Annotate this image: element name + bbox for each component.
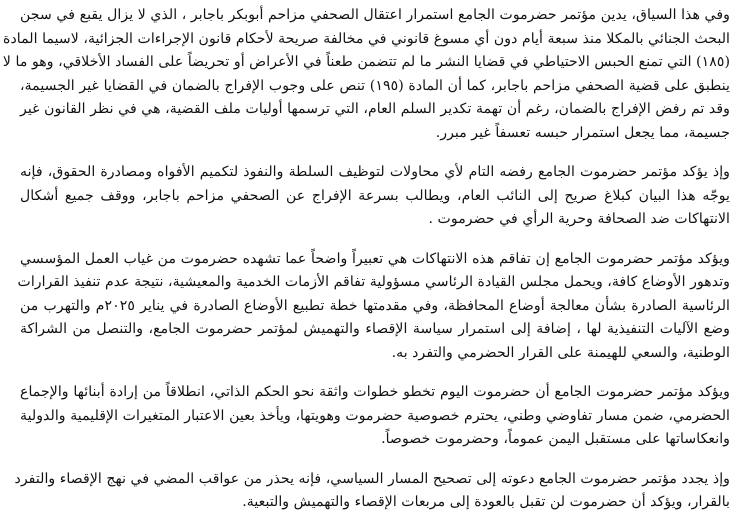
text-line: ينطبق على قضية الصحفي مزاحم باجابر، كما أن المادة (١٩٥) تنص على وجوب الإفراج بالضمان في القضايا غير الجسيمة، xyxy=(20,77,730,94)
text-line: البحث الجنائي بالمكلا منذ سبعة أيام دون أي مسوغ قانوني في مخالفة صريحة لأحكام قانون الإجراءات الجزائية، لاسيما المادة xyxy=(3,30,730,47)
paragraph-journalist-detention xyxy=(2,4,730,145)
text-line: جسيمة، مما يجعل استمرار حبسه تعسفاً غير مبرر. xyxy=(435,124,730,141)
paragraph-spacer xyxy=(20,232,730,248)
paragraph-political-path xyxy=(14,468,730,515)
text-line: ويؤكد مؤتمر حضرموت الجامع إن تفاقم هذه الانتهاكات هي تعبيراً واضحاً عما تشهده حضرموت من غياب العمل المؤسسي xyxy=(20,250,730,267)
document-page xyxy=(0,4,750,510)
text-line: بالقرار، ويؤكد أن حضرموت لن تقبل بالعودة إلى مربعات الإقصاء والتهميش والتبعية. xyxy=(242,494,730,510)
text-line: الرئاسية الصادرة بشأن معالجة أوضاع المحافظة، وفي مقدمتها خطة تطبيع الأوضاع الصادرة في يناير ٢٠٢٥م والتهرب من xyxy=(20,297,730,314)
text-line: الوطنية، والسعي للهيمنة على القرار الحضرمي والتفرد به. xyxy=(391,344,730,361)
paragraph-rejection-statement xyxy=(20,161,730,232)
text-line: يوجّه هذا البيان كبلاغ صريح إلى النائب العام، ويطالب بسرعة الإفراج عن الصحفي مزاحم باجابر، ووقف جميع أشكال xyxy=(20,187,730,204)
text-line: وانعكاساتها على مستقبل اليمن عموماً، وحضرموت خصوصاً. xyxy=(381,431,730,447)
text-line: ويؤكد مؤتمر حضرموت الجامع أن حضرموت اليوم تخطو خطوات واثقة نحو الحكم الذاتي، انطلاقاً من إرادة أبنائها والإجماع xyxy=(20,384,730,400)
text-line: الانتهاكات ضد الصحافة وحرية الرأي في حضرموت . xyxy=(428,211,730,227)
text-line: وقد تم رفض الإفراج بالضمان، رغم أن تهمة تكدير السلم العام، التي ترسمها أوليات ملف القضية، هي في نظر القانون غير xyxy=(20,101,730,117)
paragraph-spacer xyxy=(20,452,730,468)
paragraph-spacer xyxy=(20,365,730,381)
text-line: وتدهور الأوضاع كافة، ويحمل مجلس القيادة الرئاسي مسؤولية تفاقم الأزمات الخدمية والمعيشية، نتيجة عدم تنفيذ القرارات xyxy=(17,274,730,290)
paragraph-self-rule xyxy=(20,381,730,452)
text-line: الحضرمي، ضمن مسار تفاوضي وطني، يحترم خصوصية حضرموت وهويتها، ويأخذ بعين الاعتبار المتغيرات الإقليمية والدولية xyxy=(20,407,730,424)
text-line: وإذ يؤكد مؤتمر حضرموت الجامع رفضه التام لأي محاولات لتوظيف السلطة والنفوذ لتكميم الأفواه ومصادرة الحقوق، فإنه xyxy=(20,164,730,180)
text-line: (١٨٥) التي تمنع الحبس الاحتياطي في قضايا النشر ما لم تتضمن طعناً في الأعراض أو تحريضاً على الفساد الأخلاقي، وهو ما لا xyxy=(2,54,730,70)
text-line: وفي هذا السياق، يدين مؤتمر حضرموت الجامع استمرار اعتقال الصحفي مزاحم أبوبكر باجابر ، الذي لا يزال يقبع في سجن xyxy=(20,7,730,23)
paragraph-spacer xyxy=(20,145,730,161)
text-line: وضع الآليات التنفيذية لها ، إضافة إلى استمرار سياسة الإقصاء والتهميش لمؤتمر حضرموت الجامع، والتنصل من الشراكة xyxy=(20,321,730,337)
text-line: وإذ يجدد مؤتمر حضرموت الجامع دعوته إلى تصحيح المسار السياسي، فإنه يحذر من عواقب المضي في نهج الإقصاء والتفرد xyxy=(14,470,730,487)
paragraph-violations xyxy=(17,248,730,366)
